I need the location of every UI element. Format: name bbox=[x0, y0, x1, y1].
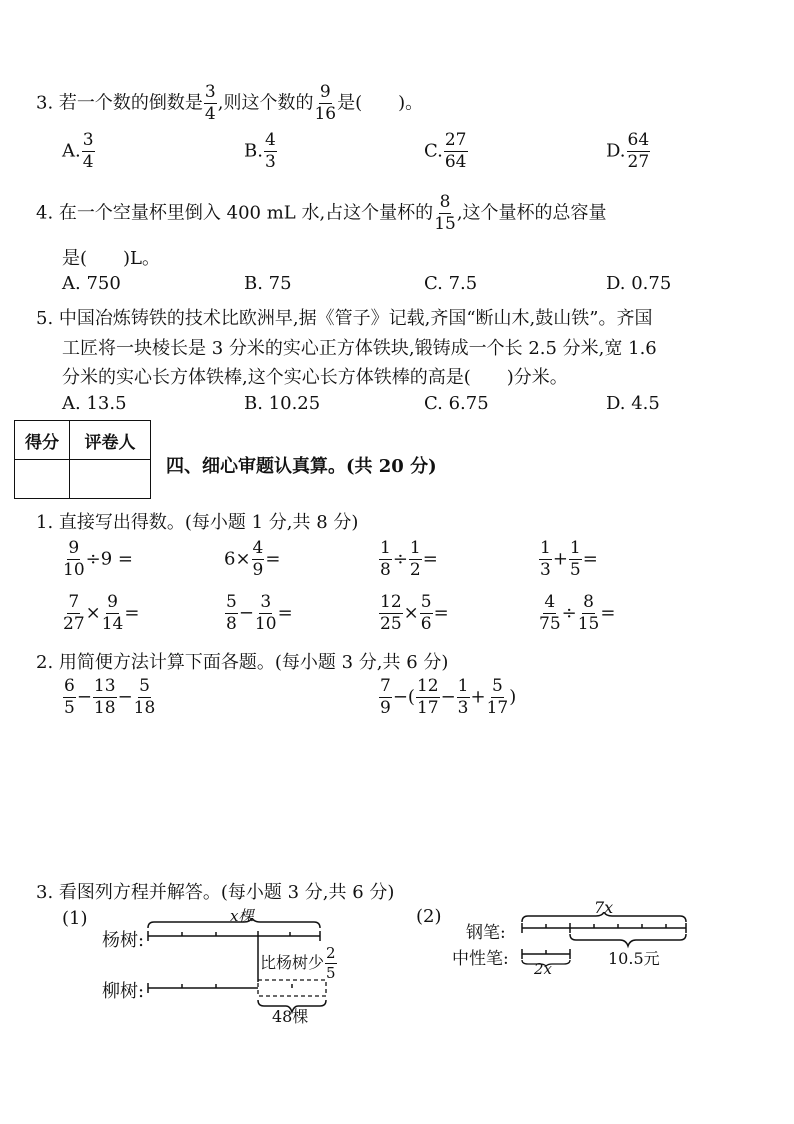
calc-item: $\frac{9}{10}$ ÷9 = bbox=[63, 538, 133, 580]
option-d: D. 0.75 bbox=[606, 273, 672, 294]
calc-item: $\frac{5}{8}$ − $\frac{3}{10}$ = bbox=[226, 592, 293, 634]
diagram-1-row2-label: 柳树: bbox=[102, 981, 145, 1002]
calc-item: $\frac{1}{3}$ + $\frac{1}{5}$ = bbox=[540, 538, 598, 580]
score-cell[interactable] bbox=[15, 460, 70, 499]
question-text: 在一个空量杯里倒入 400 mL 水,占这个量杯的 bbox=[58, 202, 434, 224]
section-title: 四、细心审题认真算。(共 20 分) bbox=[166, 456, 437, 477]
calc-item: $\frac{1}{8}$ ÷ $\frac{1}{2}$ = bbox=[380, 538, 438, 580]
option-c: C. $\frac{27}{64}$ bbox=[424, 130, 467, 172]
question-5-line1: 5. 中国冶炼铸铁的技术比欧洲早,据《管子》记载,齐国“断山木,鼓山铁”。齐国 bbox=[36, 308, 653, 329]
diagram-2-lines bbox=[516, 912, 696, 966]
option-b: B. $\frac{4}{3}$ bbox=[244, 130, 276, 172]
fraction: $\frac{3}{4}$ bbox=[204, 82, 216, 124]
score-box bbox=[14, 420, 151, 499]
subsection-3-title: 3. 看图列方程并解答。(每小题 3 分,共 6 分) bbox=[36, 882, 395, 903]
question-text: 是( )。 bbox=[337, 92, 424, 114]
question-text: 若一个数的倒数是 bbox=[58, 92, 203, 114]
expression-1: $\frac{6}{5}$ − $\frac{13}{18}$ − $\frac{5}{18}$ bbox=[64, 676, 156, 718]
question-number: 4. bbox=[36, 202, 54, 224]
calc-item: $\frac{7}{27}$ × $\frac{9}{14}$ = bbox=[63, 592, 140, 634]
diagram-1-row1-label: 杨树: bbox=[102, 930, 145, 951]
diagram-2-left-under: 2x bbox=[534, 960, 553, 978]
option-a: A. 13.5 bbox=[62, 393, 127, 414]
diagram-1-note: 比杨树少 $\frac{2}{5}$ bbox=[260, 944, 336, 982]
fraction: $\frac{9}{16}$ bbox=[314, 82, 337, 124]
question-text: ,则这个数的 bbox=[217, 92, 314, 114]
option-a: A. $\frac{3}{4}$ bbox=[62, 130, 94, 172]
question-4-line2: 是( )L。 bbox=[62, 248, 160, 269]
option-a: A. 750 bbox=[62, 273, 121, 294]
diagram-1-lines bbox=[140, 918, 370, 1030]
question-4 bbox=[36, 194, 607, 233]
calc-item: $\frac{12}{25}$ × $\frac{5}{6}$ = bbox=[380, 592, 449, 634]
diagram-1-label: (1) bbox=[62, 908, 88, 929]
fraction: $\frac{8}{15}$ bbox=[434, 192, 456, 234]
question-5-line3: 分米的实心长方体铁棒,这个实心长方体铁棒的高是( )分米。 bbox=[62, 367, 568, 388]
diagram-1-bottom-label: 48棵 bbox=[272, 1007, 309, 1026]
diagram-2-row1-label: 钢笔: bbox=[466, 923, 506, 943]
option-b: B. 75 bbox=[244, 273, 292, 294]
score-label: 得分 bbox=[15, 421, 70, 460]
question-5-line2: 工匠将一块棱长是 3 分米的实心正方体铁块,锻铸成一个长 2.5 分米,宽 1.6 bbox=[62, 338, 657, 359]
calc-item: 6× $\frac{4}{9}$ = bbox=[224, 538, 281, 580]
option-d: D. $\frac{64}{27}$ bbox=[606, 130, 650, 172]
option-c: C. 7.5 bbox=[424, 273, 478, 294]
diagram-2-row2-label: 中性笔: bbox=[452, 949, 509, 969]
diagram-2-right-under: 10.5元 bbox=[608, 949, 660, 968]
subsection-1-title: 1. 直接写出得数。(每小题 1 分,共 8 分) bbox=[36, 512, 359, 533]
grader-cell[interactable] bbox=[70, 460, 151, 499]
option-b: B. 10.25 bbox=[244, 393, 321, 414]
grader-label: 评卷人 bbox=[70, 421, 151, 460]
expression-2: $\frac{7}{9}$ −( $\frac{12}{17}$ − $\frac{1}{3}$ + $\frac{5}{17}$ ) bbox=[380, 676, 517, 718]
question-number: 3. bbox=[36, 92, 54, 114]
calc-item: $\frac{4}{75}$ ÷ $\frac{8}{15}$ = bbox=[539, 592, 616, 634]
option-d: D. 4.5 bbox=[606, 393, 660, 414]
diagram-2-label: (2) bbox=[416, 906, 442, 927]
question-text: ,这个量杯的总容量 bbox=[456, 202, 607, 224]
question-3 bbox=[36, 84, 423, 123]
subsection-2-title: 2. 用简便方法计算下面各题。(每小题 3 分,共 6 分) bbox=[36, 652, 449, 673]
diagram-2-top-label: 7x bbox=[594, 898, 614, 917]
option-c: C. 6.75 bbox=[424, 393, 489, 414]
diagram-1-top-label: x棵 bbox=[230, 907, 254, 925]
